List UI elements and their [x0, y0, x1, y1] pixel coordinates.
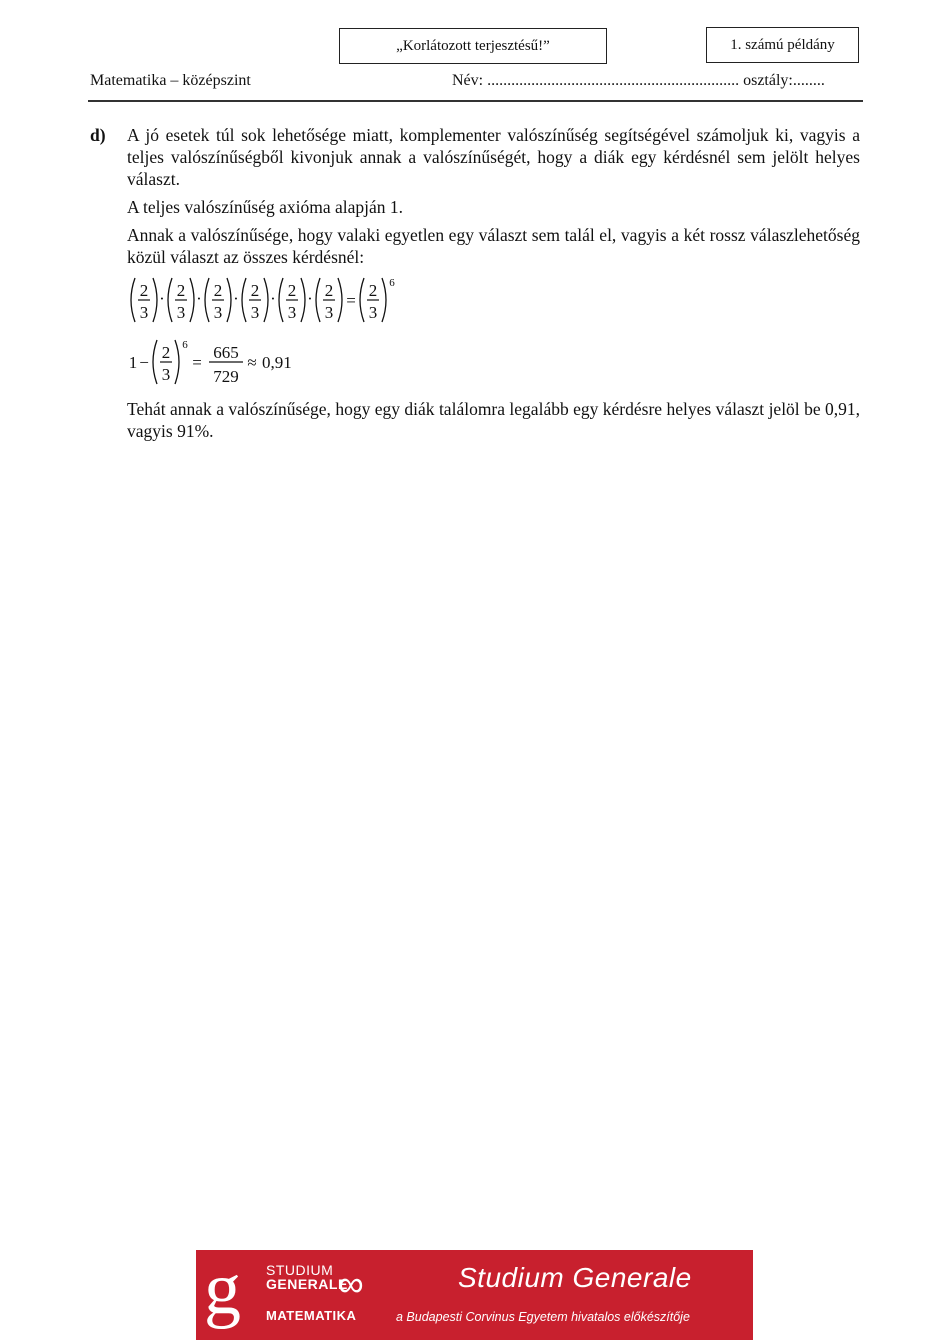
paragraph-no-correct: Annak a valószínűsége, hogy valaki egyetlen egy választ sem talál el, vagyis a két rossz válaszlehetőség közül választ az összes kérdésnél: — [127, 225, 860, 267]
question-body — [127, 124, 860, 442]
multiply-dot: · — [196, 289, 202, 308]
fraction-denominator: 3 — [161, 365, 171, 384]
right-paren — [338, 278, 342, 322]
restricted-label: „Korlátozott terjesztésű!” — [396, 37, 550, 54]
left-paren — [316, 278, 320, 322]
left-paren — [205, 278, 209, 322]
fraction-numerator: 2 — [176, 281, 186, 300]
exponent: 6 — [389, 277, 395, 289]
copy-number-box — [706, 27, 859, 63]
left-paren — [153, 340, 157, 384]
result-numerator: 665 — [213, 343, 239, 362]
fraction-numerator: 2 — [139, 281, 149, 300]
fraction-denominator: 3 — [324, 303, 334, 322]
fraction-numerator: 2 — [324, 281, 334, 300]
fraction-numerator: 2 — [287, 281, 297, 300]
fraction-numerator: 2 — [368, 281, 378, 300]
approx-sign: ≈ — [247, 353, 257, 372]
multiply-dot: · — [159, 289, 165, 308]
name-class-field: Név: ............................................................... osztály:........ — [452, 72, 825, 89]
left-paren — [360, 278, 364, 322]
header-rule — [88, 100, 863, 102]
equals-sign: = — [192, 353, 202, 372]
copy-label: 1. számú példány — [730, 36, 835, 53]
multiply-dot: · — [233, 289, 239, 308]
right-paren — [153, 278, 157, 322]
fraction-denominator: 3 — [176, 303, 186, 322]
fraction-denominator: 3 — [287, 303, 297, 322]
fraction-denominator: 3 — [139, 303, 149, 322]
question-section — [90, 124, 860, 448]
complement-formula — [127, 334, 860, 394]
right-paren — [301, 278, 305, 322]
logo-g-icon: g — [204, 1248, 241, 1330]
paragraph-intro: A jó esetek túl sok lehetősége miatt, komplementer valószínűség segítségével számoljuk ki, vagyis a teljes valószínűségből kivonjuk annak a valószínűségét, hogy a diák egy kérdésnél sem jelölt helyes választ. — [127, 125, 860, 189]
fraction-numerator: 2 — [250, 281, 260, 300]
right-paren — [190, 278, 194, 322]
right-paren — [382, 278, 386, 322]
left-paren — [242, 278, 246, 322]
one: 1 — [128, 353, 138, 372]
brand-name: Studium Generale — [458, 1262, 692, 1293]
paragraph-axiom: A teljes valószínűség axióma alapján 1. — [127, 197, 404, 217]
fraction-denominator: 3 — [250, 303, 260, 322]
multiply-dot: · — [270, 289, 276, 308]
fraction-numerator: 2 — [213, 281, 223, 300]
left-paren — [279, 278, 283, 322]
question-label: d) — [90, 125, 106, 145]
logo-matematika: MATEMATIKA — [266, 1308, 357, 1323]
fraction-numerator: 2 — [161, 343, 171, 362]
right-paren — [175, 340, 179, 384]
right-paren — [264, 278, 268, 322]
left-paren — [168, 278, 172, 322]
equals-sign: = — [346, 291, 356, 310]
approx-value: 0,91 — [262, 353, 292, 372]
subject-label: Matematika – középszint — [90, 72, 251, 89]
left-paren — [131, 278, 135, 322]
logo-studium: STUDIUM — [266, 1262, 334, 1278]
multiply-dot: · — [307, 289, 313, 308]
complement-formula-svg — [127, 334, 327, 394]
brand-tagline: a Budapesti Corvinus Egyetem hivatalos előkészítője — [396, 1310, 690, 1324]
footer-banner — [196, 1250, 753, 1340]
restricted-distribution-box — [339, 28, 607, 64]
fraction-denominator: 3 — [368, 303, 378, 322]
right-paren — [227, 278, 231, 322]
paragraph-conclusion: Tehát annak a valószínűsége, hogy egy diák találomra legalább egy kérdésre helyes választ jelöl be 0,91, vagyis 91%. — [127, 399, 860, 441]
exponent: 6 — [182, 339, 188, 351]
infinity-icon: ∞ — [338, 1263, 364, 1304]
product-formula-svg — [127, 274, 437, 330]
product-formula — [127, 274, 860, 330]
logo-generale: GENERALE — [266, 1276, 348, 1292]
result-denominator: 729 — [213, 367, 239, 386]
fraction-denominator: 3 — [213, 303, 223, 322]
minus-sign: − — [139, 353, 149, 372]
